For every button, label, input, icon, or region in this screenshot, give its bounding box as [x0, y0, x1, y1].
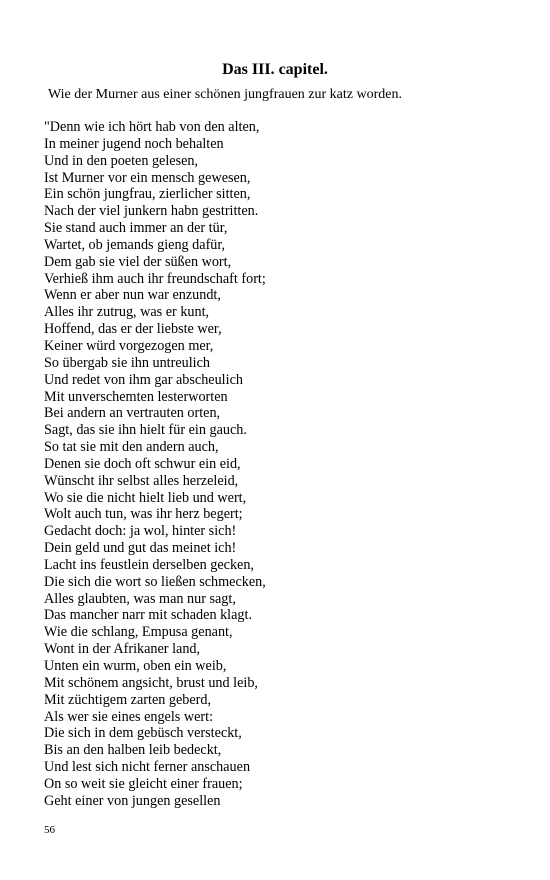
- verse-line: Wenn er aber nun war enzundt,: [44, 287, 221, 304]
- verse-line: Bei andern an vertrauten orten,: [44, 405, 221, 422]
- verse-line: Unten ein wurm, oben ein weib,: [44, 658, 227, 674]
- verse-line: Wolt auch tun, was ihr herz begert;: [44, 506, 243, 523]
- verse-line: Die sich in dem gebüsch versteckt,: [44, 725, 242, 742]
- verse-line: Alles glaubten, was man nur sagt,: [44, 590, 236, 607]
- verse-line: Mit unverschemten lesterworten: [44, 388, 228, 405]
- verse-line: Gedacht doch: ja wol, hinter sich!: [44, 523, 237, 540]
- verse-line: Geht einer von jungen gesellen: [44, 792, 221, 809]
- chapter-subtitle: Wie der Murner aus einer schönen jungfrauen zur katz worden.: [48, 87, 402, 102]
- verse-line: Und redet von ihm gar abscheulich: [44, 371, 243, 388]
- verse-line: "Denn wie ich hört hab von den alten,: [44, 119, 260, 135]
- verse-line: Die sich die wort so ließen schmecken,: [44, 573, 266, 590]
- verse-line: Nach der viel junkern habn gestritten.: [44, 203, 259, 220]
- verse-line: Denen sie doch oft schwur ein eid,: [44, 455, 241, 472]
- verse-block: [44, 119, 266, 810]
- verse-line: Alles ihr zutrug, was er kunt,: [44, 304, 210, 321]
- verse-line: Sagt, das sie ihn hielt für ein gauch.: [44, 422, 247, 439]
- verse-line: Wünscht ihr selbst alles herzeleid,: [44, 472, 239, 489]
- verse-line: Mit schönem angsicht, brust und leib,: [44, 674, 258, 691]
- verse-line: Verhieß ihm auch ihr freundschaft fort;: [44, 270, 266, 287]
- verse-line: Als wer sie eines engels wert:: [44, 708, 214, 725]
- verse-line: On so weit sie gleicht einer frauen;: [44, 775, 243, 792]
- verse-line: Wie die schlang, Empusa genant,: [44, 624, 233, 641]
- verse-line: Lacht ins feustlein derselben gecken,: [44, 556, 254, 573]
- verse-line: Ein schön jungfrau, zierlicher sitten,: [44, 186, 251, 203]
- verse-line: Wartet, ob jemands gieng dafür,: [44, 236, 226, 253]
- verse-line: In meiner jugend noch behalten: [44, 135, 224, 152]
- verse-line: Hoffend, das er der liebste wer,: [44, 321, 222, 338]
- verse-line: So tat sie mit den andern auch,: [44, 439, 219, 456]
- chapter-title: Das III. capitel.: [222, 61, 328, 78]
- verse-line: Dem gab sie viel der süßen wort,: [44, 253, 232, 270]
- page-number: 56: [44, 824, 55, 836]
- verse-line: Keiner würd vorgezogen mer,: [44, 337, 214, 354]
- verse-line: Und in den poeten gelesen,: [44, 152, 199, 169]
- verse-line: Das mancher narr mit schaden klagt.: [44, 607, 253, 624]
- verse-line: Bis an den halben leib bedeckt,: [44, 742, 222, 759]
- verse-line: Dein geld und gut das meinet ich!: [44, 540, 237, 557]
- verse-line: Wont in der Afrikaner land,: [44, 641, 201, 658]
- verse-line: So übergab sie ihn untreulich: [44, 354, 211, 371]
- verse-line: Ist Murner vor ein mensch gewesen,: [44, 169, 251, 186]
- verse-line: Sie stand auch immer an der tür,: [44, 220, 228, 237]
- verse-line: Und lest sich nicht ferner anschauen: [44, 759, 251, 776]
- verse-line: Wo sie die nicht hielt lieb und wert,: [44, 489, 247, 506]
- verse-line: Mit züchtigem zarten geberd,: [44, 691, 212, 708]
